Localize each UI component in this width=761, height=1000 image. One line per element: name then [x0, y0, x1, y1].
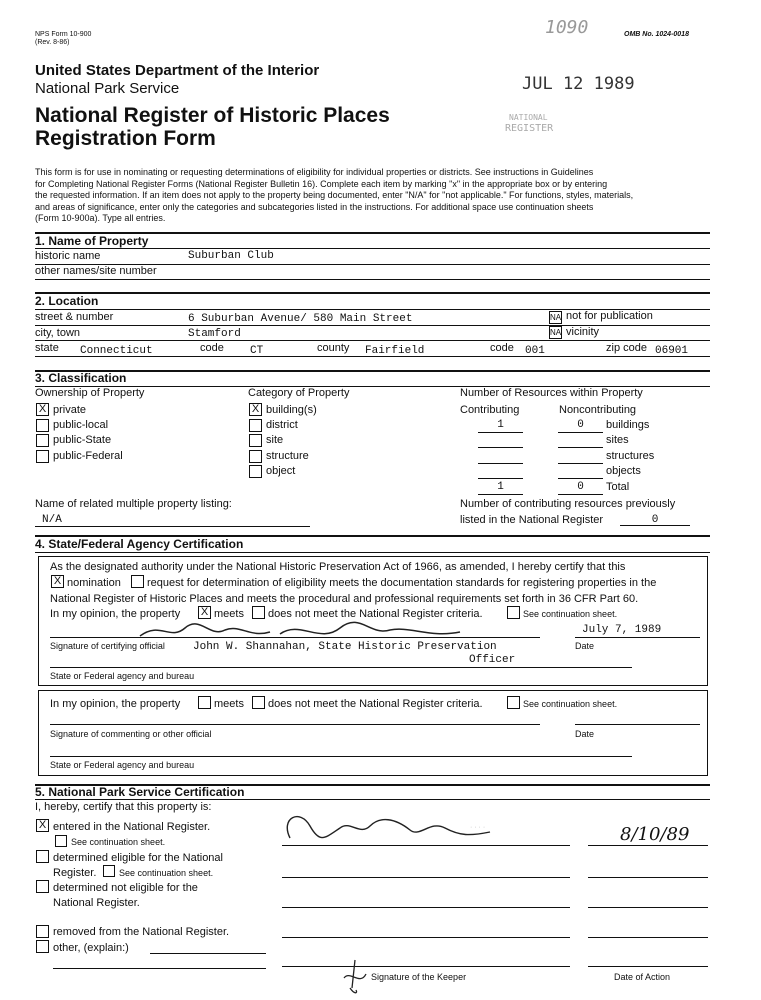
determined-eligible-label: determined eligible for the National [53, 852, 223, 864]
meets-label: meets [214, 608, 244, 620]
omb-number: OMB No. 1024-0018 [624, 31, 689, 38]
entered-checkbox[interactable]: X [36, 819, 49, 832]
ownership-public-state-checkbox[interactable] [36, 434, 49, 447]
noncontributing-buildings-value[interactable]: 0 [577, 419, 584, 431]
previously-listed-label: Number of contributing resources previously [460, 498, 676, 510]
category-structure-label: structure [266, 450, 309, 462]
section5-title: 5. National Park Service Certification [35, 785, 245, 799]
contributing-line [478, 432, 523, 433]
signature-line [50, 637, 540, 638]
signature-line [50, 724, 540, 725]
other-line [53, 968, 266, 969]
not-for-publication-checkbox[interactable]: NA [550, 313, 562, 322]
date-label-2: Date [575, 729, 595, 739]
keeper-signature-label: Signature of the Keeper [371, 972, 467, 982]
row-line [35, 799, 710, 800]
nomination-label: nomination [67, 577, 121, 589]
row-line [35, 248, 710, 249]
action-date-line [588, 966, 708, 967]
instructions [35, 167, 735, 225]
eligible-continuation-label: See continuation sheet. [119, 868, 214, 878]
comment-signature-label: Signature of commenting or other official [50, 729, 212, 739]
resource-row-label: objects [606, 465, 641, 477]
meets-label-2: meets [214, 698, 244, 710]
determined-not-eligible-checkbox[interactable] [36, 880, 49, 893]
signature-label: Signature of certifying official [50, 641, 165, 651]
section4-title: 4. State/Federal Agency Certification [35, 537, 244, 551]
other-names-label: other names/site number [35, 265, 157, 277]
ownership-public-federal-label: public-Federal [53, 450, 123, 462]
action-date-line [588, 907, 708, 908]
action-date-label: Date of Action [614, 972, 671, 982]
keeper-line [282, 845, 570, 846]
category-site-checkbox[interactable] [249, 434, 262, 447]
request-determination-text: request for determination of eligibility meets the documentation standards for registering properties in the [147, 577, 657, 589]
resource-row-label: Total [606, 481, 630, 493]
ownership-heading: Ownership of Property [35, 387, 145, 399]
bureau-line [50, 756, 632, 757]
noncontributing-line [558, 463, 603, 464]
opinion-label: In my opinion, the property [50, 608, 181, 620]
instructions-line: (Form 10-900a). Type all entries. [35, 213, 166, 223]
category-heading: Category of Property [248, 387, 350, 399]
ownership-public-federal-checkbox[interactable] [36, 450, 49, 463]
contributing-total-value[interactable]: 1 [497, 481, 504, 493]
state-label: state [35, 342, 59, 354]
date-line [575, 724, 700, 725]
previously-listed-value[interactable]: 0 [651, 514, 659, 526]
noncontributing-line [558, 432, 603, 433]
action-date-line [588, 877, 708, 878]
row-line [35, 356, 710, 357]
city-value[interactable]: Stamford [188, 328, 241, 340]
related-listing-line [35, 526, 310, 527]
street-label: street & number [35, 311, 114, 323]
stamp-register: REGISTER [505, 123, 554, 134]
removed-checkbox[interactable] [36, 925, 49, 938]
meets-checkbox-2[interactable] [198, 696, 211, 709]
ownership-private-checkbox[interactable]: X [36, 403, 49, 416]
national-register-label: National Register. [53, 897, 140, 909]
contributing-line [478, 478, 523, 479]
keeper-mark [340, 958, 370, 998]
category-structure-checkbox[interactable] [249, 450, 262, 463]
section-divider [35, 370, 710, 372]
historic-name-value[interactable]: Suburban Club [188, 250, 274, 262]
county-code-label: code [490, 342, 514, 354]
opinion-label-2: In my opinion, the property [50, 698, 181, 710]
ownership-public-local-checkbox[interactable] [36, 419, 49, 432]
service-name: National Park Service [35, 80, 180, 97]
instructions-line: for Completing National Register Forms (National Register Bulletin 16). Complete each item by marking "x" in the appropriate box or by entering [35, 178, 608, 189]
removed-label: removed from the National Register. [53, 926, 230, 938]
category-object-checkbox[interactable] [249, 465, 262, 478]
noncontributing-total-value[interactable]: 0 [577, 481, 584, 493]
row-line [35, 552, 710, 553]
city-label: city, town [35, 327, 81, 339]
department-name: United States Department of the Interior [35, 62, 320, 79]
keeper-line [282, 907, 570, 908]
nps-intro: I, hereby, certify that this property is: [35, 801, 212, 813]
bureau-line [50, 667, 632, 668]
row-line [35, 340, 710, 341]
category-buildings-label: building(s) [266, 404, 317, 416]
section2-title: 2. Location [35, 294, 99, 308]
eligible-continuation-checkbox[interactable] [103, 865, 115, 877]
noncontributing-heading: Noncontributing [559, 404, 637, 416]
state-code-value[interactable]: CT [250, 345, 264, 357]
ownership-private-label: private [53, 404, 87, 416]
other-line [150, 953, 266, 954]
noncontributing-line [558, 447, 603, 448]
keeper-line [282, 937, 570, 938]
determined-not-eligible-label: determined not eligible for the [53, 882, 198, 894]
resource-row-label: structures [606, 450, 655, 462]
certification-text: As the designated authority under the National Historic Preservation Act of 1966, as amended, I hereby certify that this [50, 561, 626, 573]
see-continuation-label-2: See continuation sheet. [523, 699, 618, 709]
resource-row-label: buildings [606, 419, 650, 431]
bureau-label: State or Federal agency and bureau [50, 671, 195, 681]
street-value[interactable]: 6 Suburban Avenue/ 580 Main Street [188, 313, 413, 325]
row-line [35, 325, 710, 326]
vicinity-checkbox[interactable]: NA [550, 328, 562, 337]
official-name: John W. Shannahan, State Historic Preservation [193, 641, 497, 653]
previously-listed-line [620, 525, 690, 526]
not-for-publication-label: not for publication [566, 310, 653, 322]
keeper-date-value[interactable]: 8/10/89 [620, 824, 690, 845]
received-date-stamp: JUL 12 1989 [522, 74, 635, 94]
bureau-label-2: State or Federal agency and bureau [50, 760, 195, 770]
nomination-checkbox[interactable]: X [51, 575, 64, 588]
certification-date-value[interactable]: July 7, 1989 [582, 624, 662, 636]
instructions-line: the requested information. If an item does not apply to the property being documented, enter "N/A" for "not applicable." For functions, styles, materials, [35, 190, 634, 200]
entered-label: entered in the National Register. [53, 821, 211, 833]
action-date-line [588, 937, 708, 938]
instructions-line: and areas of significance, enter only the categories and subcategories listed in the instructions. For additional space use continuation sheets [35, 201, 594, 212]
resource-row-label: sites [606, 434, 629, 446]
contributing-line [478, 447, 523, 448]
contributing-line [478, 494, 523, 495]
category-object-label: object [266, 465, 296, 477]
form-title [35, 104, 390, 150]
does-not-meet-label: does not meet the National Register criteria. [268, 608, 483, 620]
related-listing-value[interactable]: N/A [42, 514, 62, 526]
resources-heading: Number of Resources within Property [460, 387, 643, 399]
category-site-label: site [266, 434, 284, 446]
zip-label: zip code [606, 342, 647, 354]
keeper-line [282, 966, 570, 967]
see-continuation-checkbox-2[interactable] [507, 696, 520, 709]
row-line [35, 279, 710, 280]
section3-title: 3. Classification [35, 371, 127, 385]
previously-listed-label2: listed in the National Register [460, 514, 604, 526]
contributing-buildings-value[interactable]: 1 [497, 419, 504, 431]
date-line [575, 637, 700, 638]
keeper-signature [270, 808, 500, 848]
faint-stamp: · · · · [470, 824, 486, 831]
see-continuation-checkbox[interactable] [507, 606, 520, 619]
does-not-meet-label-2: does not meet the National Register criteria. [268, 698, 483, 710]
entered-continuation-checkbox[interactable] [55, 835, 67, 847]
entered-continuation-label: See continuation sheet. [71, 837, 166, 847]
state-value[interactable]: Connecticut [80, 345, 153, 357]
action-date-line [588, 845, 708, 846]
contributing-line [478, 463, 523, 464]
does-not-meet-checkbox-2[interactable] [252, 696, 265, 709]
instructions-line: This form is for use in nominating or requesting determinations of eligibility for individual properties or districts. See instructions in Guidelines [35, 167, 594, 177]
contributing-heading: Contributing [460, 404, 520, 416]
historic-name-label: historic name [35, 250, 101, 262]
category-district-label: district [266, 419, 298, 431]
county-code-value[interactable]: 001 [525, 345, 545, 357]
section-divider [35, 292, 710, 294]
stamp-national: NATIONAL [509, 113, 548, 122]
certification-text2: National Register of Historic Places and meets the procedural and professional requirements set forth in 36 CFR Part 60. [50, 593, 639, 605]
related-listing-label: Name of related multiple property listing: [35, 498, 232, 510]
category-district-checkbox[interactable] [249, 419, 262, 432]
received-number-stamp: 1090 [545, 17, 589, 38]
category-buildings-checkbox[interactable]: X [249, 403, 262, 416]
meets-checkbox[interactable]: X [198, 606, 211, 619]
county-value[interactable]: Fairfield [365, 345, 425, 357]
see-continuation-label: See continuation sheet. [523, 609, 618, 619]
request-determination-checkbox[interactable] [131, 575, 144, 588]
section1-title: 1. Name of Property [35, 234, 149, 248]
form-title-line2: Registration Form [35, 127, 216, 150]
register-label: Register. [53, 867, 97, 879]
noncontributing-line [558, 478, 603, 479]
determined-eligible-checkbox[interactable] [36, 850, 49, 863]
zip-value[interactable]: 06901 [655, 345, 689, 357]
form-title-line1: National Register of Historic Places [35, 104, 390, 127]
noncontributing-line [558, 494, 603, 495]
other-label: other, (explain:) [53, 942, 129, 954]
county-label: county [317, 342, 350, 354]
form-revision: (Rev. 8-86) [35, 39, 70, 46]
date-label: Date [575, 641, 595, 651]
ownership-public-state-label: public-State [53, 434, 112, 446]
state-code-label: code [200, 342, 224, 354]
official-title-cont: Officer [469, 654, 516, 666]
form-number: NPS Form 10-900 [35, 31, 92, 38]
ownership-public-local-label: public-local [53, 419, 109, 431]
keeper-line [282, 877, 570, 878]
vicinity-label: vicinity [566, 326, 600, 338]
other-checkbox[interactable] [36, 940, 49, 953]
